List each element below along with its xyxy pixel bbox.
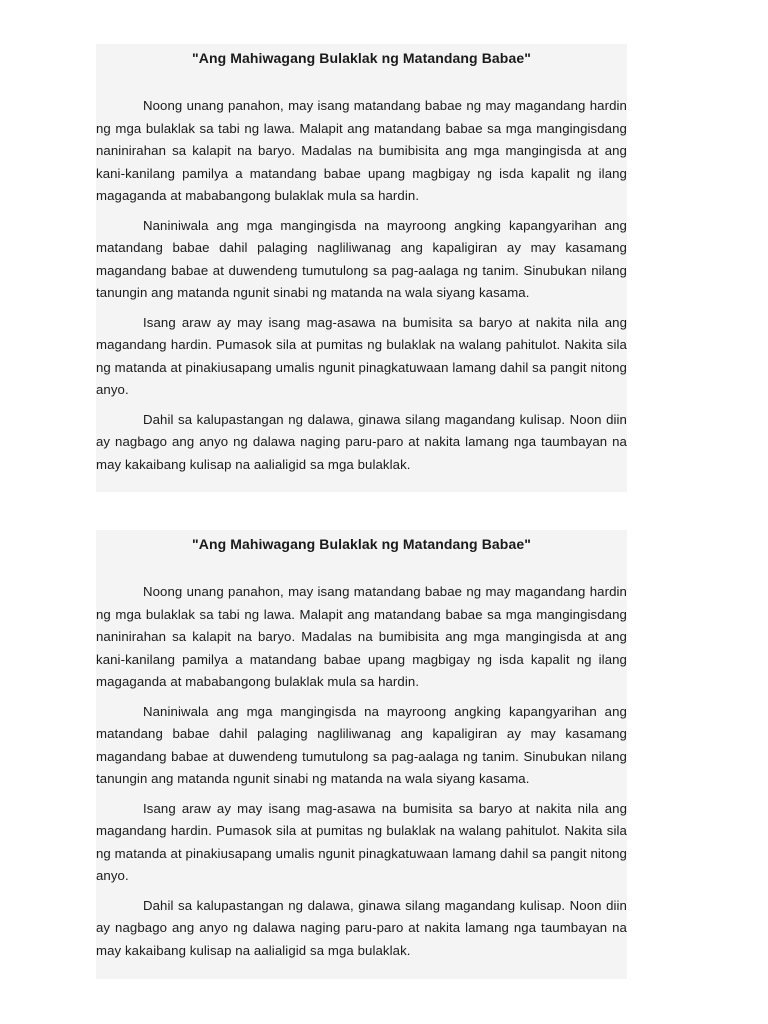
story-body — [96, 581, 627, 962]
story-title: "Ang Mahiwagang Bulaklak ng Matandang Babae" — [192, 536, 531, 552]
story-paragraph-1: Noong unang panahon, may isang matandang babae ng may magandang hardin ng mga bulaklak sa tabi ng lawa. Malapit ang matandang babae sa mga mangingisdang naninirahan sa kalapit na baryo. Madalas na bumibisita ang mga mangingisda at ang kani-kanilang pamilya a matandang babae upang magbigay ng isda kapalit ng ilang magaganda at mababangong bulaklak mula sa hardin. — [96, 584, 627, 689]
story-page-bottom — [96, 530, 627, 979]
story-title: "Ang Mahiwagang Bulaklak ng Matandang Babae" — [192, 50, 531, 66]
story-paragraph-1: Noong unang panahon, may isang matandang babae ng may magandang hardin ng mga bulaklak sa tabi ng lawa. Malapit ang matandang babae sa mga mangingisdang naninirahan sa kalapit na baryo. Madalas na bumibisita ang mga mangingisda at ang kani-kanilang pamilya a matandang babae upang magbigay ng isda kapalit ng ilang magaganda at mababangong bulaklak mula sa hardin. — [96, 98, 627, 203]
story-paragraph-2: Naniniwala ang mga mangingisda na mayroong angking kapangyarihan ang matandang babae dahil palaging nagliliwanag ang kapaligiran ay may kasamang magandang babae at duwendeng tumutulong sa pag-aalaga ng tanim. Sinubukan nilang tanungin ang matanda ngunit sinabi ng matanda na wala siyang kasama. — [96, 217, 627, 300]
story-page-top — [96, 44, 627, 492]
story-paragraph-3: Isang araw ay may isang mag-asawa na bumisita sa baryo at nakita nila ang magandang hardin. Pumasok sila at pumitas ng bulaklak na walang pahitulot. Nakita sila ng matanda at pinakiusapang umalis ngunit pinagkatuwaan lamang dahil sa pangit nitong anyo. — [96, 800, 627, 883]
story-paragraph-3: Isang araw ay may isang mag-asawa na bumisita sa baryo at nakita nila ang magandang hardin. Pumasok sila at pumitas ng bulaklak na walang pahitulot. Nakita sila ng matanda at pinakiusapang umalis ngunit pinagkatuwaan lamang dahil sa pangit nitong anyo. — [96, 314, 627, 397]
story-paragraph-4: Dahil sa kalupastangan ng dalawa, ginawa silang magandang kulisap. Noon diin ay nagbago ang anyo ng dalawa naging paru-paro at nakita lamang nga taumbayan na may kakaibang kulisap na aalialigid sa mga bulaklak. — [96, 897, 627, 958]
story-paragraph-2: Naniniwala ang mga mangingisda na mayroong angking kapangyarihan ang matandang babae dahil palaging nagliliwanag ang kapaligiran ay may kasamang magandang babae at duwendeng tumutulong sa pag-aalaga ng tanim. Sinubukan nilang tanungin ang matanda ngunit sinabi ng matanda na wala siyang kasama. — [96, 703, 627, 786]
story-body — [96, 95, 627, 476]
story-paragraph-4: Dahil sa kalupastangan ng dalawa, ginawa silang magandang kulisap. Noon diin ay nagbago ang anyo ng dalawa naging paru-paro at nakita lamang nga taumbayan na may kakaibang kulisap na aalialigid sa mga bulaklak. — [96, 411, 627, 472]
